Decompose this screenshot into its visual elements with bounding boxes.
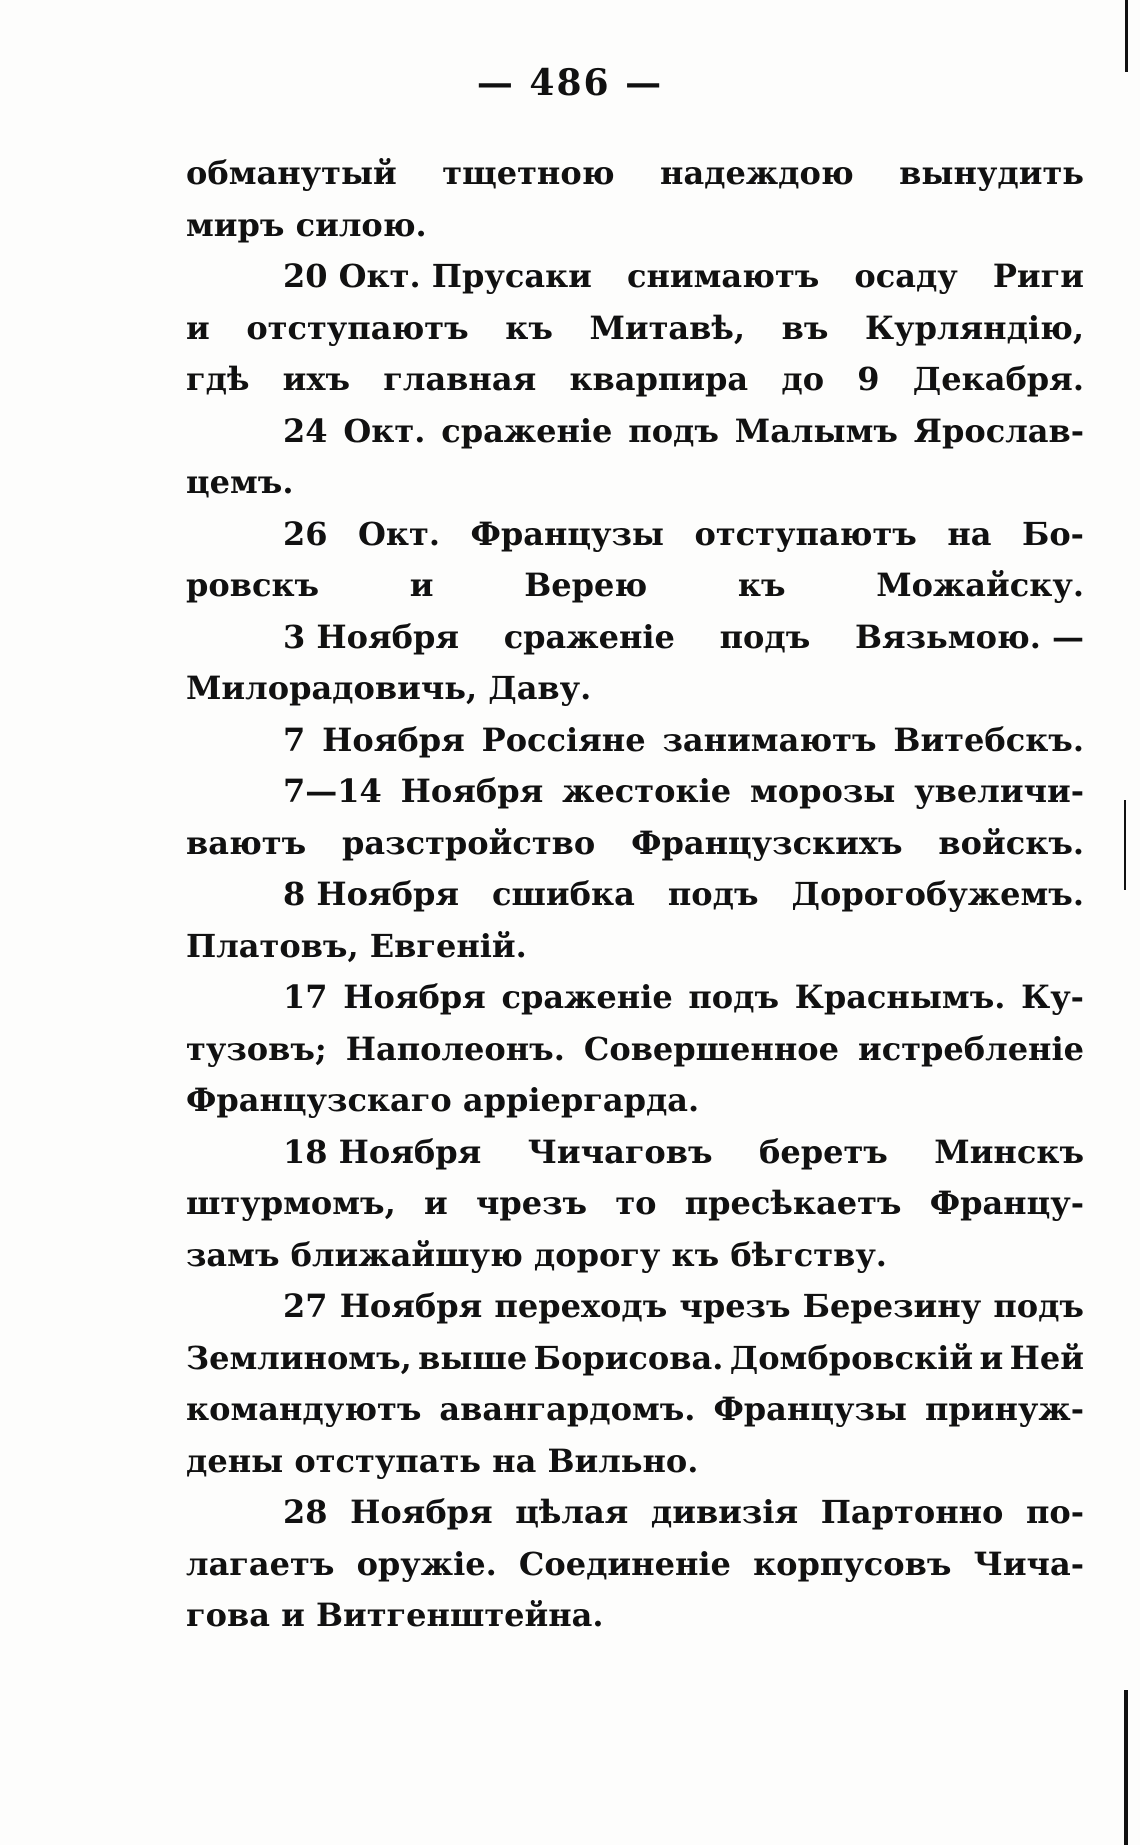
text-line: гова и Витгенштейна. <box>186 1596 604 1634</box>
text-word: ихъ <box>282 360 351 398</box>
text-word: Краснымъ. <box>794 978 1006 1016</box>
text-word: Дорогобужемъ. <box>791 875 1084 913</box>
text-word: Землиномъ, <box>186 1338 412 1377</box>
text-line <box>186 972 1084 1024</box>
text-word: Вязьмою. — <box>854 617 1084 656</box>
text-word: на <box>947 514 992 553</box>
text-line <box>186 715 1084 767</box>
text-line <box>186 766 1084 818</box>
text-line: дены отступать на Вильно. <box>186 1441 699 1480</box>
text-word: Ней <box>1009 1338 1084 1377</box>
text-word: по- <box>1025 1493 1084 1531</box>
text-word: до <box>781 360 825 398</box>
text-word: занимаютъ <box>662 720 877 759</box>
text-word: 27 <box>283 1287 328 1325</box>
page-edge-line-bottom <box>1124 1690 1128 1845</box>
text-word: Верею <box>524 566 648 604</box>
text-word: тщетною <box>442 154 615 192</box>
text-word: отступаютъ <box>246 308 469 347</box>
text-word: выше <box>418 1338 528 1377</box>
text-word: Домбровскій <box>729 1338 974 1377</box>
text-word: сшибка <box>492 875 635 913</box>
text-word: Наполеонъ. <box>345 1029 565 1068</box>
text-word: Партонно <box>820 1493 1004 1531</box>
text-word: Чичаговъ <box>527 1132 713 1171</box>
text-line <box>186 509 1084 561</box>
text-word: чрезъ <box>679 1287 791 1325</box>
text-word: отступаютъ <box>694 514 917 553</box>
text-word: Французы <box>713 1390 907 1428</box>
text-line <box>186 818 1084 870</box>
text-line <box>186 1281 1084 1333</box>
text-word: Соединеніе <box>518 1544 731 1583</box>
text-line <box>186 869 1084 921</box>
text-word: осаду <box>854 257 958 295</box>
text-word: обманутый <box>186 154 397 192</box>
text-word: увеличи- <box>914 772 1084 810</box>
text-line <box>186 1333 1084 1385</box>
text-line: Милорадовичь, Даву. <box>186 669 592 707</box>
text-word: Березину <box>802 1287 982 1325</box>
text-word: принуж- <box>924 1390 1084 1428</box>
text-word: подъ <box>993 1287 1084 1325</box>
text-word: лагаетъ <box>186 1544 335 1583</box>
text-word: сраженіе <box>441 411 613 450</box>
text-word: подъ <box>628 411 719 450</box>
text-word: подъ <box>719 617 811 656</box>
text-word: тузовъ; <box>186 1029 327 1068</box>
text-word: Борисова. <box>533 1338 724 1377</box>
text-line: цемъ. <box>186 463 294 501</box>
text-word: корпусовъ <box>753 1544 952 1583</box>
text-line: замъ ближайшую дорогу къ бѣгству. <box>186 1235 887 1274</box>
text-word: 28 <box>283 1493 328 1531</box>
text-word: 26 <box>283 514 328 553</box>
text-line <box>186 354 1084 406</box>
text-word: Малымъ <box>734 411 898 450</box>
text-line <box>186 1487 1084 1539</box>
text-line <box>186 303 1084 355</box>
text-word: Французскихъ <box>631 823 903 862</box>
text-line <box>186 560 1084 612</box>
text-word: подъ <box>667 875 759 913</box>
text-word: чрезъ <box>475 1184 588 1222</box>
text-word: Французы <box>470 514 664 553</box>
text-word: разстройство <box>342 823 596 862</box>
text-word: сраженіе <box>501 978 673 1016</box>
text-word: Окт. <box>358 514 440 553</box>
text-word: Францу- <box>929 1184 1084 1222</box>
text-word: то <box>615 1184 657 1222</box>
text-word: штурмомъ, <box>186 1184 396 1222</box>
text-word: снимаютъ <box>626 257 820 295</box>
text-word: сраженіе <box>503 617 675 656</box>
text-word: Ноября <box>322 720 465 759</box>
text-word: пресѣкаетъ <box>684 1184 902 1222</box>
text-word: истребленіе <box>858 1029 1084 1068</box>
text-word: и <box>186 308 210 347</box>
text-word: 3 Ноября <box>283 617 459 656</box>
text-line <box>186 1024 1084 1076</box>
text-word: къ <box>505 308 553 347</box>
text-line: Платовъ, Евгеній. <box>186 926 527 965</box>
text-word: 17 <box>283 978 328 1016</box>
text-word: подъ <box>688 978 780 1016</box>
text-word: ровскъ <box>186 566 320 604</box>
text-word: Ку- <box>1021 978 1084 1016</box>
text-word: Ноября <box>400 772 544 810</box>
text-word: и <box>409 566 434 604</box>
text-word: къ <box>737 566 786 604</box>
page-edge-line-middle <box>1124 800 1126 890</box>
text-word: Окт. <box>343 411 426 450</box>
text-word: 24 <box>283 411 328 450</box>
text-line: миръ силою. <box>186 205 427 244</box>
text-line <box>186 612 1084 664</box>
text-word: Минскъ <box>934 1132 1084 1171</box>
text-word: Ярослав- <box>913 411 1084 450</box>
text-word: 7—14 <box>283 772 382 810</box>
text-word: переходъ <box>494 1287 668 1325</box>
text-word: надеждою <box>660 154 854 192</box>
page-number: — 486 — <box>476 62 664 104</box>
text-word: ваютъ <box>186 823 307 862</box>
text-word: Совершенное <box>583 1029 839 1068</box>
text-line <box>186 148 1084 200</box>
text-word: гдѣ <box>186 360 250 398</box>
text-word: Риги <box>992 257 1084 295</box>
text-word: 18 Ноября <box>283 1132 482 1171</box>
text-word: дивизія <box>650 1493 799 1531</box>
text-line <box>186 251 1084 303</box>
text-line: Французскаго арріергарда. <box>186 1081 700 1119</box>
text-word: оружіе. <box>356 1544 497 1583</box>
text-line <box>186 406 1084 458</box>
text-line <box>186 1539 1084 1591</box>
text-word: беретъ <box>759 1132 888 1171</box>
text-line <box>186 1384 1084 1436</box>
text-word: Митавѣ, <box>589 308 746 347</box>
text-word: Россіяне <box>481 720 646 759</box>
text-word: Ноября <box>343 978 486 1016</box>
text-word: вынудить <box>899 154 1084 192</box>
text-word: Ноября <box>339 1287 483 1325</box>
page-text-block <box>186 148 1084 1642</box>
text-word: кварпира <box>569 360 749 398</box>
text-word: Можайску. <box>876 566 1084 604</box>
text-word: и <box>423 1184 448 1222</box>
text-word: Ноября <box>350 1493 493 1531</box>
text-word: и <box>979 1338 1004 1377</box>
text-word: Бо- <box>1021 514 1084 553</box>
text-line <box>186 1127 1084 1179</box>
text-word: Курляндію, <box>864 308 1084 347</box>
text-word: Витебскъ. <box>893 720 1084 759</box>
text-word: войскъ. <box>938 823 1084 862</box>
text-word: Чича- <box>973 1544 1084 1583</box>
text-word: морозы <box>749 772 896 810</box>
text-word: 20 Окт. Прусаки <box>283 257 592 295</box>
text-word: жестокіе <box>562 772 732 810</box>
text-word: главная <box>383 360 537 398</box>
text-word: 8 Ноября <box>283 875 459 913</box>
text-word: въ <box>781 308 829 347</box>
text-word: цѣлая <box>515 1493 629 1531</box>
text-word: авангардомъ. <box>439 1390 696 1428</box>
text-word: командуютъ <box>186 1390 422 1428</box>
text-line <box>186 1178 1084 1230</box>
text-word: Декабря. <box>912 360 1084 398</box>
text-word: 7 <box>283 720 306 759</box>
text-word: 9 <box>857 360 880 398</box>
